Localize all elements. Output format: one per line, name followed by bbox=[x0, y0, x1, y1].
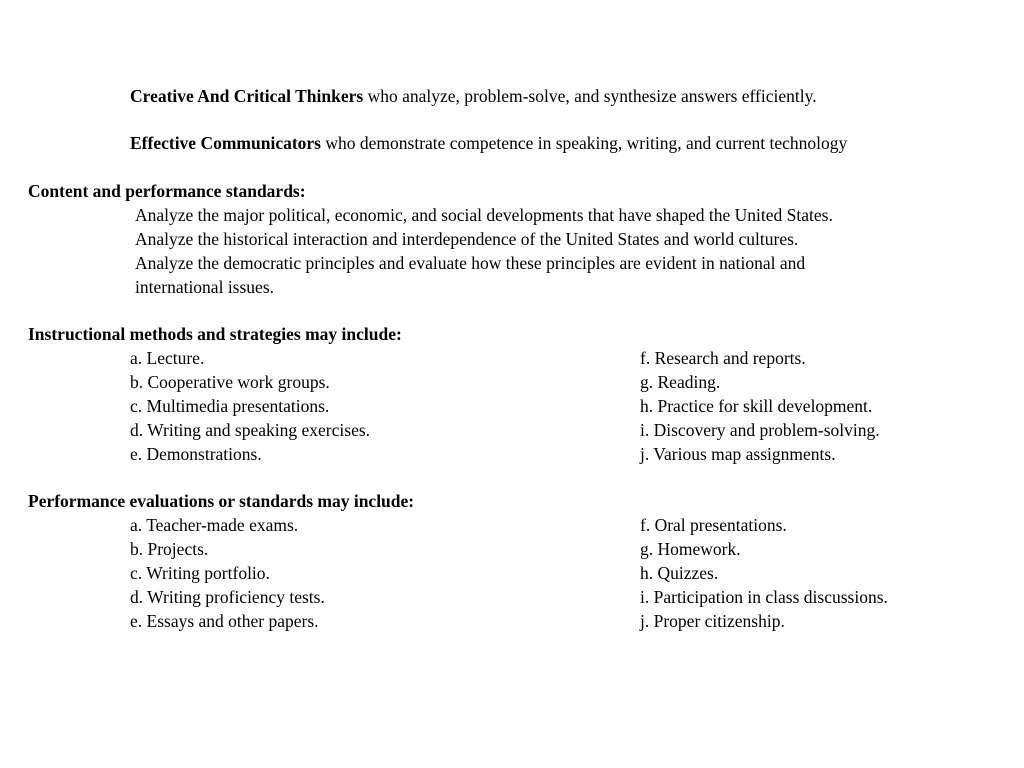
quality-term: Effective Communicators bbox=[130, 133, 321, 153]
evaluation-item: e. Essays and other papers. bbox=[130, 611, 319, 631]
standard-line: international issues. bbox=[135, 277, 275, 297]
standard-line: Analyze the major political, economic, and social developments that have shaped the United States. bbox=[135, 205, 833, 225]
evaluation-item: a. Teacher-made exams. bbox=[130, 515, 299, 535]
evaluation-item: j. Proper citizenship. bbox=[640, 611, 785, 631]
instructional-methods-heading: Instructional methods and strategies may include: bbox=[28, 324, 402, 344]
standard-line: Analyze the historical interaction and interdependence of the United States and world cultures. bbox=[135, 229, 799, 249]
quality-text: who demonstrate competence in speaking, writing, and current technology bbox=[321, 133, 848, 153]
quality-effective-communicators bbox=[130, 131, 847, 155]
content-standards-heading: Content and performance standards: bbox=[28, 181, 306, 201]
performance-evaluations-heading: Performance evaluations or standards may include: bbox=[28, 491, 415, 511]
evaluation-item: g. Homework. bbox=[640, 539, 741, 559]
quality-text: who analyze, problem-solve, and synthesize answers efficiently. bbox=[363, 86, 817, 106]
method-item: i. Discovery and problem-solving. bbox=[640, 420, 880, 440]
method-item: a. Lecture. bbox=[130, 348, 205, 368]
evaluation-item: b. Projects. bbox=[130, 539, 209, 559]
method-item: h. Practice for skill development. bbox=[640, 396, 873, 416]
evaluation-item: i. Participation in class discussions. bbox=[640, 587, 888, 607]
method-item: b. Cooperative work groups. bbox=[130, 372, 330, 392]
standard-line: Analyze the democratic principles and evaluate how these principles are evident in national and bbox=[135, 253, 806, 273]
method-item: e. Demonstrations. bbox=[130, 444, 262, 464]
evaluation-item: c. Writing portfolio. bbox=[130, 563, 270, 583]
evaluation-item: h. Quizzes. bbox=[640, 563, 719, 583]
quality-creative-thinkers bbox=[130, 84, 817, 108]
method-item: d. Writing and speaking exercises. bbox=[130, 420, 371, 440]
method-item: c. Multimedia presentations. bbox=[130, 396, 330, 416]
method-item: f. Research and reports. bbox=[640, 348, 806, 368]
method-item: j. Various map assignments. bbox=[640, 444, 836, 464]
quality-term: Creative And Critical Thinkers bbox=[130, 86, 364, 106]
method-item: g. Reading. bbox=[640, 372, 721, 392]
evaluation-item: f. Oral presentations. bbox=[640, 515, 787, 535]
evaluation-item: d. Writing proficiency tests. bbox=[130, 587, 325, 607]
